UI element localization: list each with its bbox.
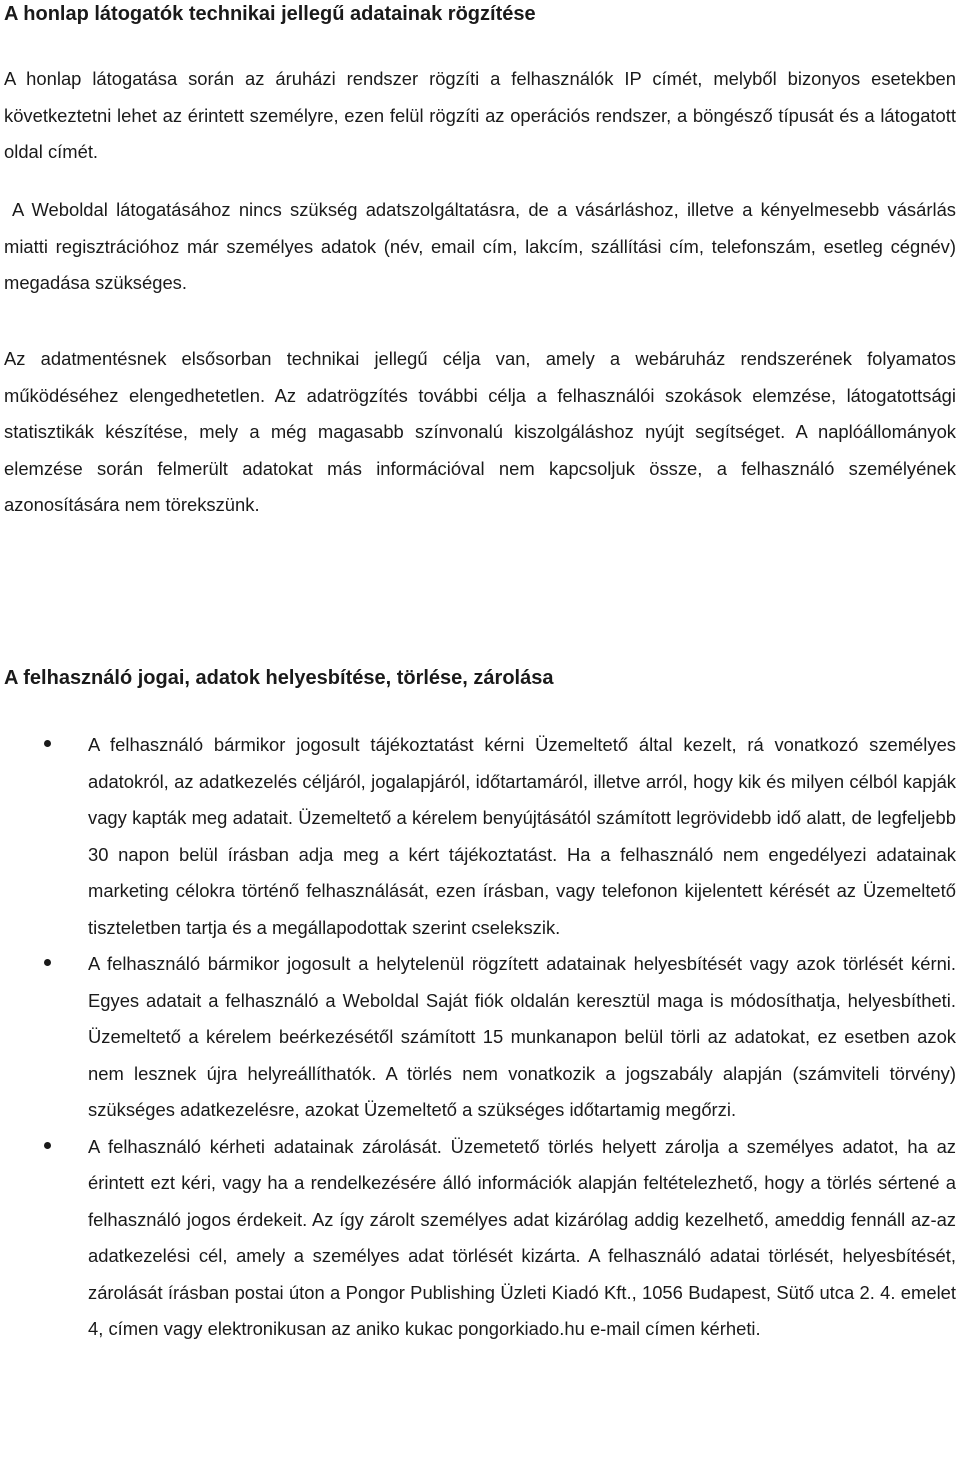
- list-item-correction-deletion-right: [0, 946, 960, 1129]
- section-heading-user-rights: A felhasználó jogai, adatok helyesbítése, törlése, zárolása: [4, 667, 554, 689]
- paragraph-data-saving-purpose: Az adatmentésnek elsősorban technikai jellegű célja van, amely a webáruház rendszerének folyamatos működéséhez elengedhetetlen. Az adatrögzítés további célja a felhasználói szokások elemzése, látogatottsági statisztikák készítése, mely a még magasabb színvonalú kiszolgáláshoz nyújt segítséget. A naplóállományok elemzése során felmerült adatokat más információval nem kapcsoljuk össze, a felhasználó személyének azonosítására nem törekszünk.: [4, 348, 956, 515]
- bullet-icon: [44, 1142, 51, 1149]
- paragraph-personal-data-requirement: A Weboldal látogatásához nincs szükség adatszolgáltatásra, de a vásárláshoz, illetve a kényelmesebb vásárlás miatti regisztrációhoz már személyes adatok (név, email cím, lakcím, szállítási cím, telefonszám, esetleg cégnév) megadása szükséges.: [4, 199, 956, 293]
- list-item-text: A felhasználó kérheti adatainak zárolását. Üzemetető törlés helyett zárolja a személyes adatot, ha az érintett ezt kéri, vagy ha a rendelkezésére álló információk alapján feltételezhető, hogy a törlés sértené a felhasználó jogos érdekeit. Az így zárolt személyes adat kizárólag addig kezelhető, ameddig fennáll az-az adatkezelési cél, amely a személyes adat törlését kizárta. A felhasználó adatai törlését, helyesbítését, zárolását írásban postai úton a Pongor Publishing Üzleti Kiadó Kft., 1056 Budapest, Sütő utca 2. 4. emelet 4, címen vagy elektronikusan az aniko kukac pongorkiado.hu e-mail címen kérheti.: [88, 1135, 956, 1339]
- section-heading-technical-data: A honlap látogatók technikai jellegű adatainak rögzítése: [4, 3, 536, 25]
- user-rights-list: [0, 727, 960, 1348]
- list-item-information-right: [0, 727, 960, 946]
- bullet-icon: [44, 959, 51, 966]
- bullet-icon: [44, 740, 51, 747]
- list-item-text: A felhasználó bármikor jogosult tájékoztatást kérni Üzemeltető által kezelt, rá vonatkozó személyes adatokról, az adatkezelés céljáról, jogalapjáról, időtartamáról, illetve arról, hogy kik és milyen célból kapják vagy kapták meg adatait. Üzemeltető a kérelem benyújtásától számított legrövidebb idő alatt, de legfeljebb 30 napon belül írásban adja meg a kért tájékoztatást. Ha a felhasználó nem engedélyezi adatainak marketing célokra történő felhasználását, ezen írásban, vagy telefonon kijelentett kérését az Üzemeltető tiszteletben tartja és a megállapodottak szerint cselekszik.: [88, 734, 956, 938]
- list-item-blocking-right: [0, 1129, 960, 1348]
- paragraph-ip-logging: A honlap látogatása során az áruházi rendszer rögzíti a felhasználók IP címét, melyből bizonyos esetekben következtetni lehet az érintett személyre, ezen felül rögzíti az operációs rendszer, a böngésző típusát és a látogatott oldal címét.: [4, 68, 956, 162]
- list-item-text: A felhasználó bármikor jogosult a helytelenül rögzített adatainak helyesbítését vagy azok törlését kérni. Egyes adatait a felhasználó a Weboldal Saját fiók oldalán keresztül maga is módosíthatja, helyesbítheti. Üzemeltető a kérelem beérkezésétől számított 15 munkanapon belül törli az adatokat, ez esetben azok nem lesznek újra helyreállíthatók. A törlés nem vonatkozik a jogszabály alapján (számviteli törvény) szükséges adatkezelésre, azokat Üzemeltető a szükséges időtartamig megőrzi.: [88, 953, 956, 1120]
